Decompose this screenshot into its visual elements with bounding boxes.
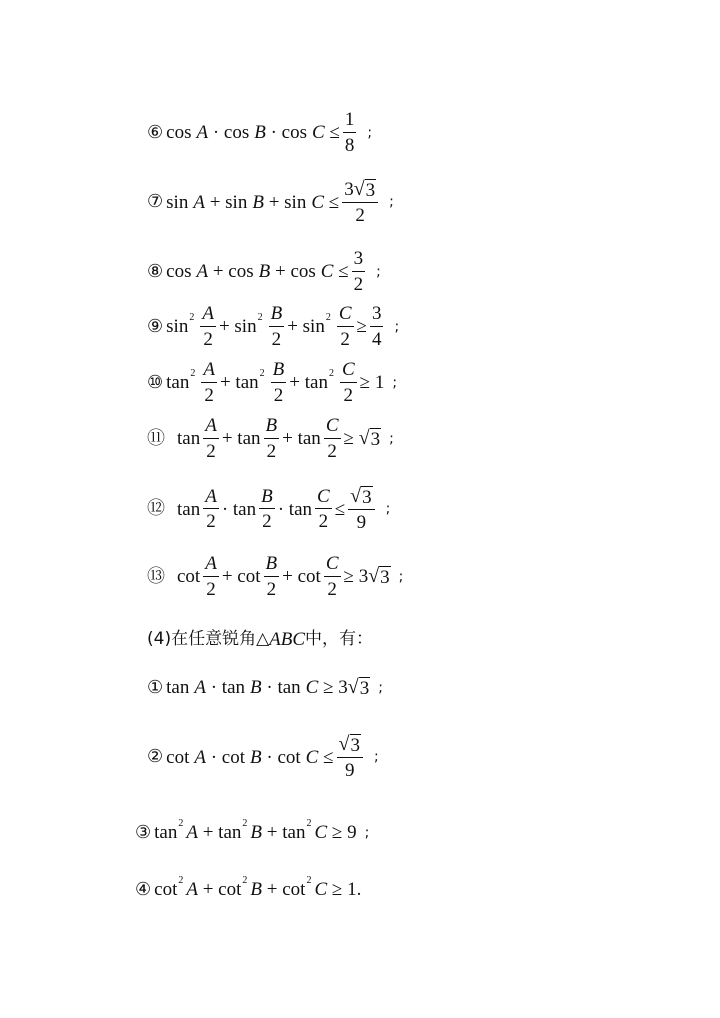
item-number: ⑬ xyxy=(147,565,165,587)
item-number: ⑫ xyxy=(147,498,165,520)
formula-4-3: ③ $\tan^2 A + \tan^2 B + \tan^2 C \ge 9$ ; xyxy=(135,818,370,843)
fraction: 3 √ 3 2 xyxy=(342,179,378,226)
item-number: ⑨ xyxy=(147,315,164,337)
expr: cos A + cos B + cos C ≤ xyxy=(166,261,349,283)
formula-7: ⑦ sin A + sin B + sin C ≤ 3 √ 3 2 ; xyxy=(147,178,394,226)
formula-4-2: ② cot A · cot B · cot C ≤ √ 3 9 ; xyxy=(147,733,379,781)
formula-11: ⑪ tan $\frac{A}{2}$ + tan $\frac{B}{2}$ + tan $\frac{C}{2}$ ≥ √ 3 ; xyxy=(147,415,394,462)
item-number: ⑦ xyxy=(147,191,164,213)
item-number: ④ xyxy=(135,878,152,900)
fraction: $\frac{3}{4}$ xyxy=(371,303,382,350)
formula-8: ⑧ cos A + cos B + cos C ≤ $\frac{3}{2}$ ; xyxy=(147,248,381,295)
formula-10: ⑩ $\tan^2$ $\frac{A}{2}$ + $\tan^2$ $\frac{B}{2}$ + $\tan^2$ $\frac{C}{2}$ ≥ 1 ; xyxy=(147,359,398,406)
formula-6: ⑥ cos A · cos B · cos C ≤ $\frac{1}{8}$ ; xyxy=(147,109,373,156)
item-number: ⑧ xyxy=(147,260,164,282)
item-number: ⑩ xyxy=(147,371,164,393)
item-number: ① xyxy=(147,676,164,698)
fraction: √ 3 9 xyxy=(348,486,374,533)
item-number: ⑥ xyxy=(147,121,164,143)
formula-4-4: ④ $\cot^2 A + \cot^2 B + \cot^2 C \ge 1$. xyxy=(135,875,362,900)
formula-9: ⑨ $\sin^2$ $\frac{A}{2}$ + $\sin^2$ $\frac{B}{2}$ + $\sin^2$ $\frac{C}{2}$ ≥ $\frac{3}{4}$ ; xyxy=(147,303,400,350)
formula-13: ⑬ cot $\frac{A}{2}$ + cot $\frac{B}{2}$ + cot $\frac{C}{2}$ ≥ 3 √ 3 ; xyxy=(147,553,404,600)
formula-4-1: ① tan A · tan B · tan C ≥ 3 √ 3 ; xyxy=(147,676,383,699)
item-number: ⑪ xyxy=(147,427,165,449)
expr: cos A · cos B · cos C ≤ xyxy=(166,122,340,144)
expr: sin A + sin B + sin C ≤ xyxy=(166,191,340,213)
fraction: $\frac{3}{2}$ xyxy=(353,248,364,295)
item-number: ② xyxy=(147,746,164,768)
item-number: ③ xyxy=(135,821,152,843)
fraction: √ 3 9 xyxy=(337,734,363,781)
section-4-heading: (4)在任意锐角△ ABC 中，有： xyxy=(147,629,374,650)
formula-12: ⑫ tan $\frac{A}{2}$ · tan $\frac{B}{2}$ · tan $\frac{C}{2}$ ≤ √ 3 9 ; xyxy=(147,485,391,533)
fraction: $\frac{1}{8}$ xyxy=(344,109,355,156)
